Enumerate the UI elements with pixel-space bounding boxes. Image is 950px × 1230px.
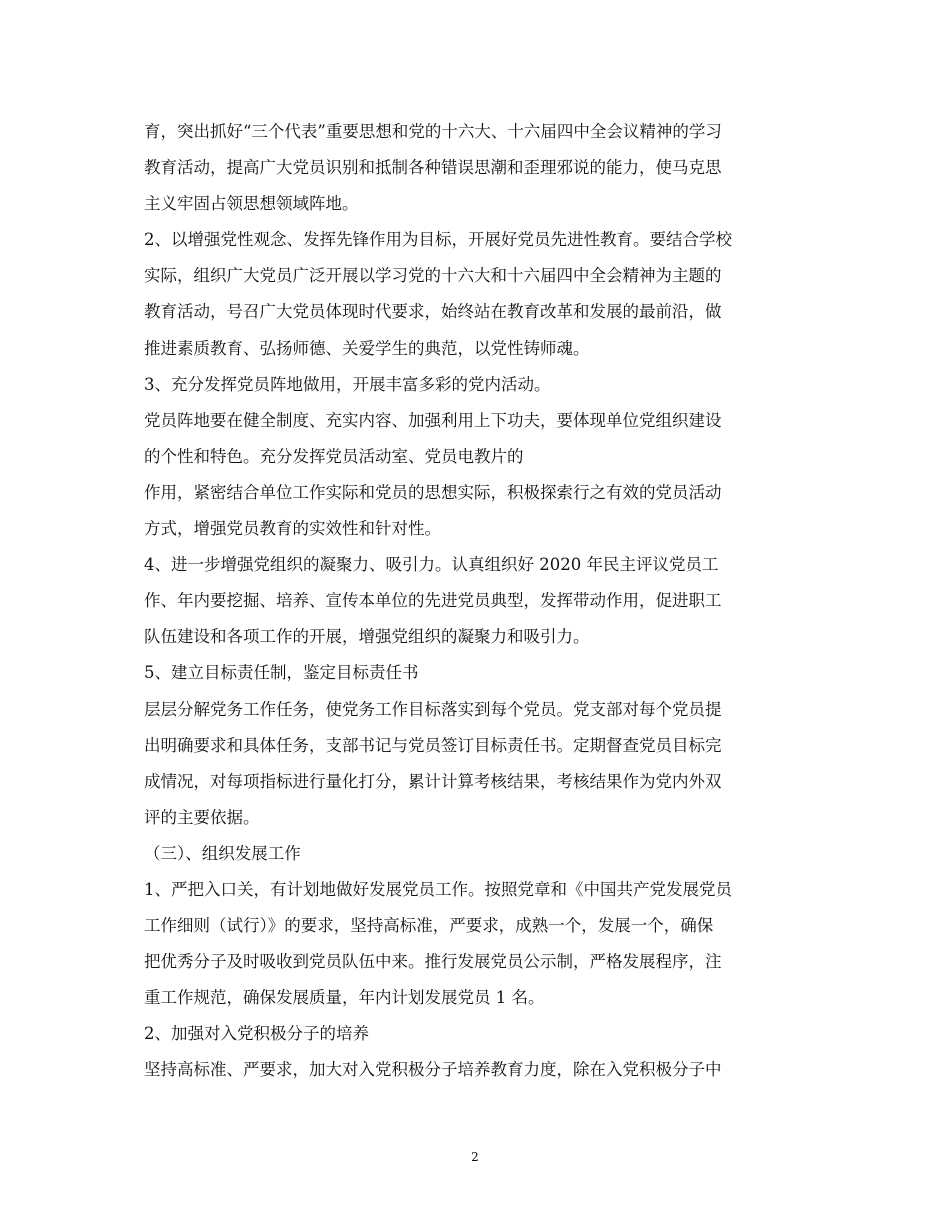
text-line: 作用，紧密结合单位工作实际和党员的思想实际，积极探索行之有效的党员活动 [144,482,722,502]
text-line: 育，突出抓好“三个代表”重要思想和党的十六大、十六届四中全会议精神的学习 [144,122,722,141]
text-line: 的个性和特色。充分发挥党员活动室、党员电教片的 [144,446,524,466]
page-number: 2 [471,1150,479,1164]
text-line: 推进素质教育、弘扬师德、关爱学生的典范，以党性铸师魂。 [144,338,590,358]
text-line: 教育活动，提高广大党员识别和抵制各种错误思潮和歪理邪说的能力，使马克思 [144,158,722,178]
text-line: 出明确要求和具体任务，支部书记与党员签订目标责任书。定期督查党员目标完 [144,735,722,755]
text-line: 工作细则（试行）》的要求，坚持高标准，严要求，成熟一个，发展一个，确保 [144,916,714,936]
text-line: 党员阵地要在健全制度、充实内容、加强利用上下功夫，要体现单位党组织建设 [144,410,722,430]
text-line: 作、年内要挖掘、培养、宣传本单位的先进党员典型，发挥带动作用，促进职工 [144,591,722,611]
text-line: 3、充分发挥党员阵地做用，开展丰富多彩的党内活动。 [144,374,551,394]
text-line: 坚持高标准、严要求，加大对入党积极分子培养教育力度，除在入党积极分子中 [144,1060,722,1080]
text-line: 评的主要依据。 [144,807,260,827]
text-line: 主义牢固占领思想领域阵地。 [144,194,359,214]
text-line: 方式，增强党员教育的实效性和针对性。 [144,519,441,539]
text-line: 层层分解党务工作任务，使党务工作目标落实到每个党员。党支部对每个党员提 [144,699,722,719]
text-line: 2、以增强党性观念、发挥先锋作用为目标，开展好党员先进性教育。要结合学校 [144,230,732,250]
body-text [144,114,824,1089]
text-line: 4、进一步增强党组织的凝聚力、吸引力。认真组织好 2020 年民主评议党员工 [144,555,719,575]
text-line: 教育活动，号召广大党员体现时代要求，始终站在教育改革和发展的最前沿，做 [144,302,722,322]
text-line: （三）、组织发展工作 [144,843,301,863]
text-line: 把优秀分子及时吸收到党员队伍中来。推行发展党员公示制，严格发展程序，注 [144,952,722,972]
text-line: 5、建立目标责任制，鉴定目标责任书 [144,663,419,683]
text-line: 1、严把入口关，有计划地做好发展党员工作。按照党章和《中国共产党发展党员 [144,879,732,899]
text-line: 实际，组织广大党员广泛开展以学习党的十六大和十六届四中全会精神为主题的 [144,266,722,286]
text-line: 成情况，对每项指标进行量化打分，累计计算考核结果，考核结果作为党内外双 [144,771,722,791]
text-line: 重工作规范，确保发展质量，年内计划发展党员 1 名。 [144,988,545,1008]
text-line: 2、加强对入党积极分子的培养 [144,1024,369,1044]
text-line: 队伍建设和各项工作的开展，增强党组织的凝聚力和吸引力。 [144,627,590,647]
